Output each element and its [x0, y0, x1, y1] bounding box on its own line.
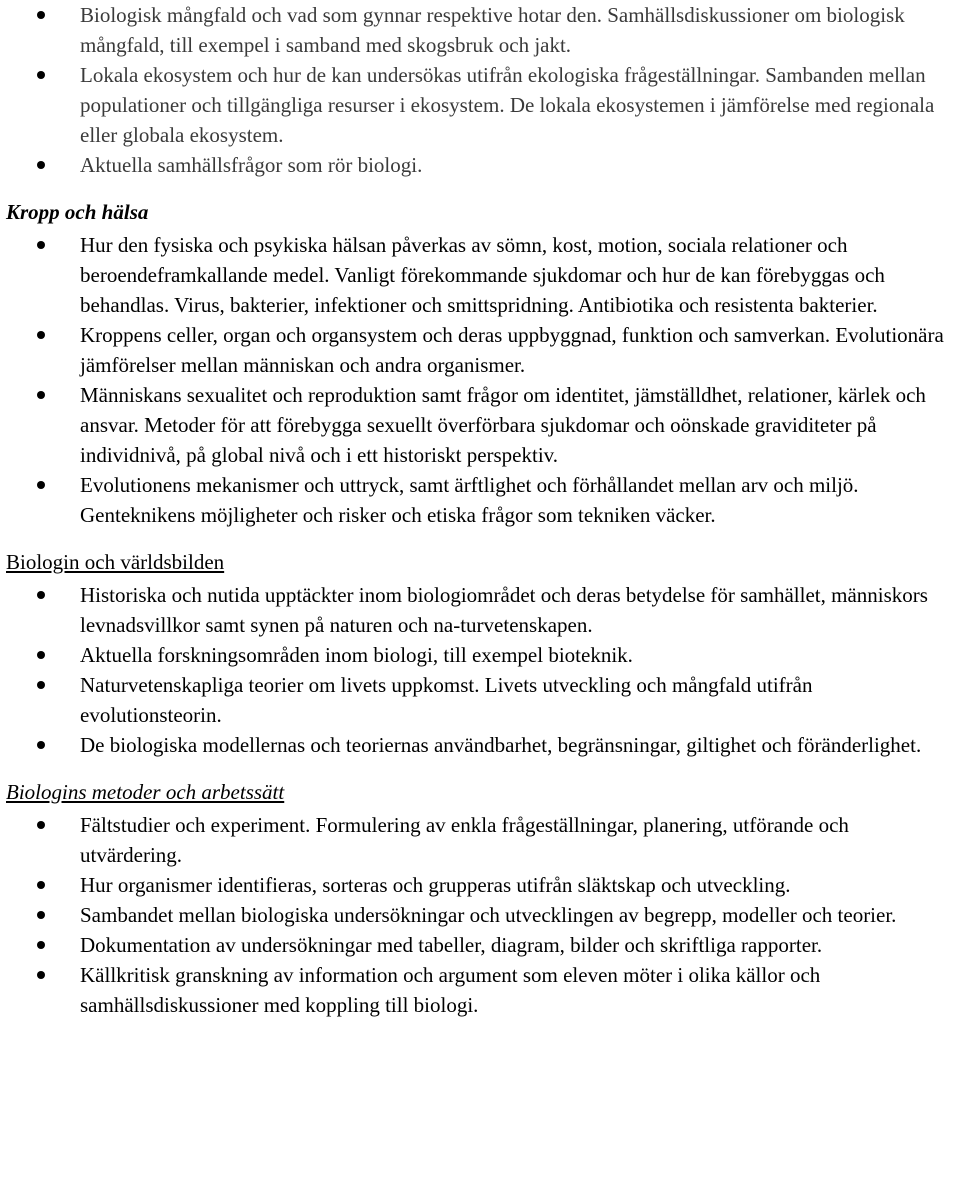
list-item: Sambandet mellan biologiska undersökningar och utvecklingen av begrepp, modeller och teorier.: [6, 900, 954, 930]
bullet-icon: [37, 681, 45, 689]
list-item: Hur den fysiska och psykiska hälsan påverkas av sömn, kost, motion, sociala relationer och beroendeframkallande medel. Vanligt förekommande sjukdomar och hur de kan förebyggas och behandlas. Virus, bakterier, infektioner och smittspridning. Antibiotika och resistenta bakterier.: [6, 230, 954, 320]
bullet-icon: [37, 591, 45, 599]
list-item: Evolutionens mekanismer och uttryck, samt ärftlighet och förhållandet mellan arv och miljö. Genteknikens möjligheter och risker och etiska frågor som tekniken väcker.: [6, 470, 954, 530]
bullet-icon: [37, 651, 45, 659]
bullet-icon: [37, 881, 45, 889]
bullet-icon: [37, 821, 45, 829]
list-item: Biologisk mångfald och vad som gynnar respektive hotar den. Samhällsdiskussioner om biologisk mångfald, till exempel i samband med skogsbruk och jakt.: [6, 0, 954, 60]
list-item: Lokala ekosystem och hur de kan undersökas utifrån ekologiska frågeställningar. Sambanden mellan populationer och tillgängliga resurser i ekosystem. De lokala ekosystemen i jämförelse med regionala eller globala ekosystem.: [6, 60, 954, 150]
list-item: Hur organismer identifieras, sorteras och grupperas utifrån släktskap och utveckling.: [6, 870, 954, 900]
bullet-icon: [37, 161, 45, 169]
list-item: Kroppens celler, organ och organsystem och deras uppbyggnad, funktion och samverkan. Evolutionära jämförelser mellan människan och andra organismer.: [6, 320, 954, 380]
intro-list: [6, 0, 954, 180]
section-heading-metoder: Biologins metoder och arbetssätt: [6, 780, 285, 804]
list-item: Källkritisk granskning av information och argument som eleven möter i olika källor och samhällsdiskussioner med koppling till biologi.: [6, 960, 954, 1020]
list-item: De biologiska modellernas och teoriernas användbarhet, begränsningar, giltighet och föränderlighet.: [6, 730, 954, 760]
bullet-icon: [37, 11, 45, 19]
bullet-icon: [37, 741, 45, 749]
section-list-metoder: [6, 810, 954, 1020]
bullet-icon: [37, 391, 45, 399]
bullet-icon: [37, 941, 45, 949]
list-item: Fältstudier och experiment. Formulering av enkla frågeställningar, planering, utförande och utvärdering.: [6, 810, 954, 870]
section-list-varldsbilden: [6, 580, 954, 760]
list-item: Dokumentation av undersökningar med tabeller, diagram, bilder och skriftliga rapporter.: [6, 930, 954, 960]
bullet-icon: [37, 331, 45, 339]
list-item: Aktuella forskningsområden inom biologi, till exempel bioteknik.: [6, 640, 954, 670]
list-item: Naturvetenskapliga teorier om livets uppkomst. Livets utveckling och mångfald utifrån evolutionsteorin.: [6, 670, 954, 730]
section-heading-kropp: Kropp och hälsa: [6, 200, 149, 224]
bullet-icon: [37, 241, 45, 249]
bullet-icon: [37, 911, 45, 919]
bullet-icon: [37, 971, 45, 979]
section-list-kropp: [6, 230, 954, 530]
bullet-icon: [37, 71, 45, 79]
list-item: Aktuella samhällsfrågor som rör biologi.: [6, 150, 954, 180]
section-heading-varldsbilden: Biologin och världsbilden: [6, 550, 225, 574]
list-item: Historiska och nutida upptäckter inom biologiområdet och deras betydelse för samhället, människors levnadsvillkor samt synen på naturen och na-turvetenskapen.: [6, 580, 954, 640]
bullet-icon: [37, 481, 45, 489]
list-item: Människans sexualitet och reproduktion samt frågor om identitet, jämställdhet, relationer, kärlek och ansvar. Metoder för att förebygga sexuellt överförbara sjukdomar och oönskade graviditeter på individnivå, på global nivå och i ett historiskt perspektiv.: [6, 380, 954, 470]
